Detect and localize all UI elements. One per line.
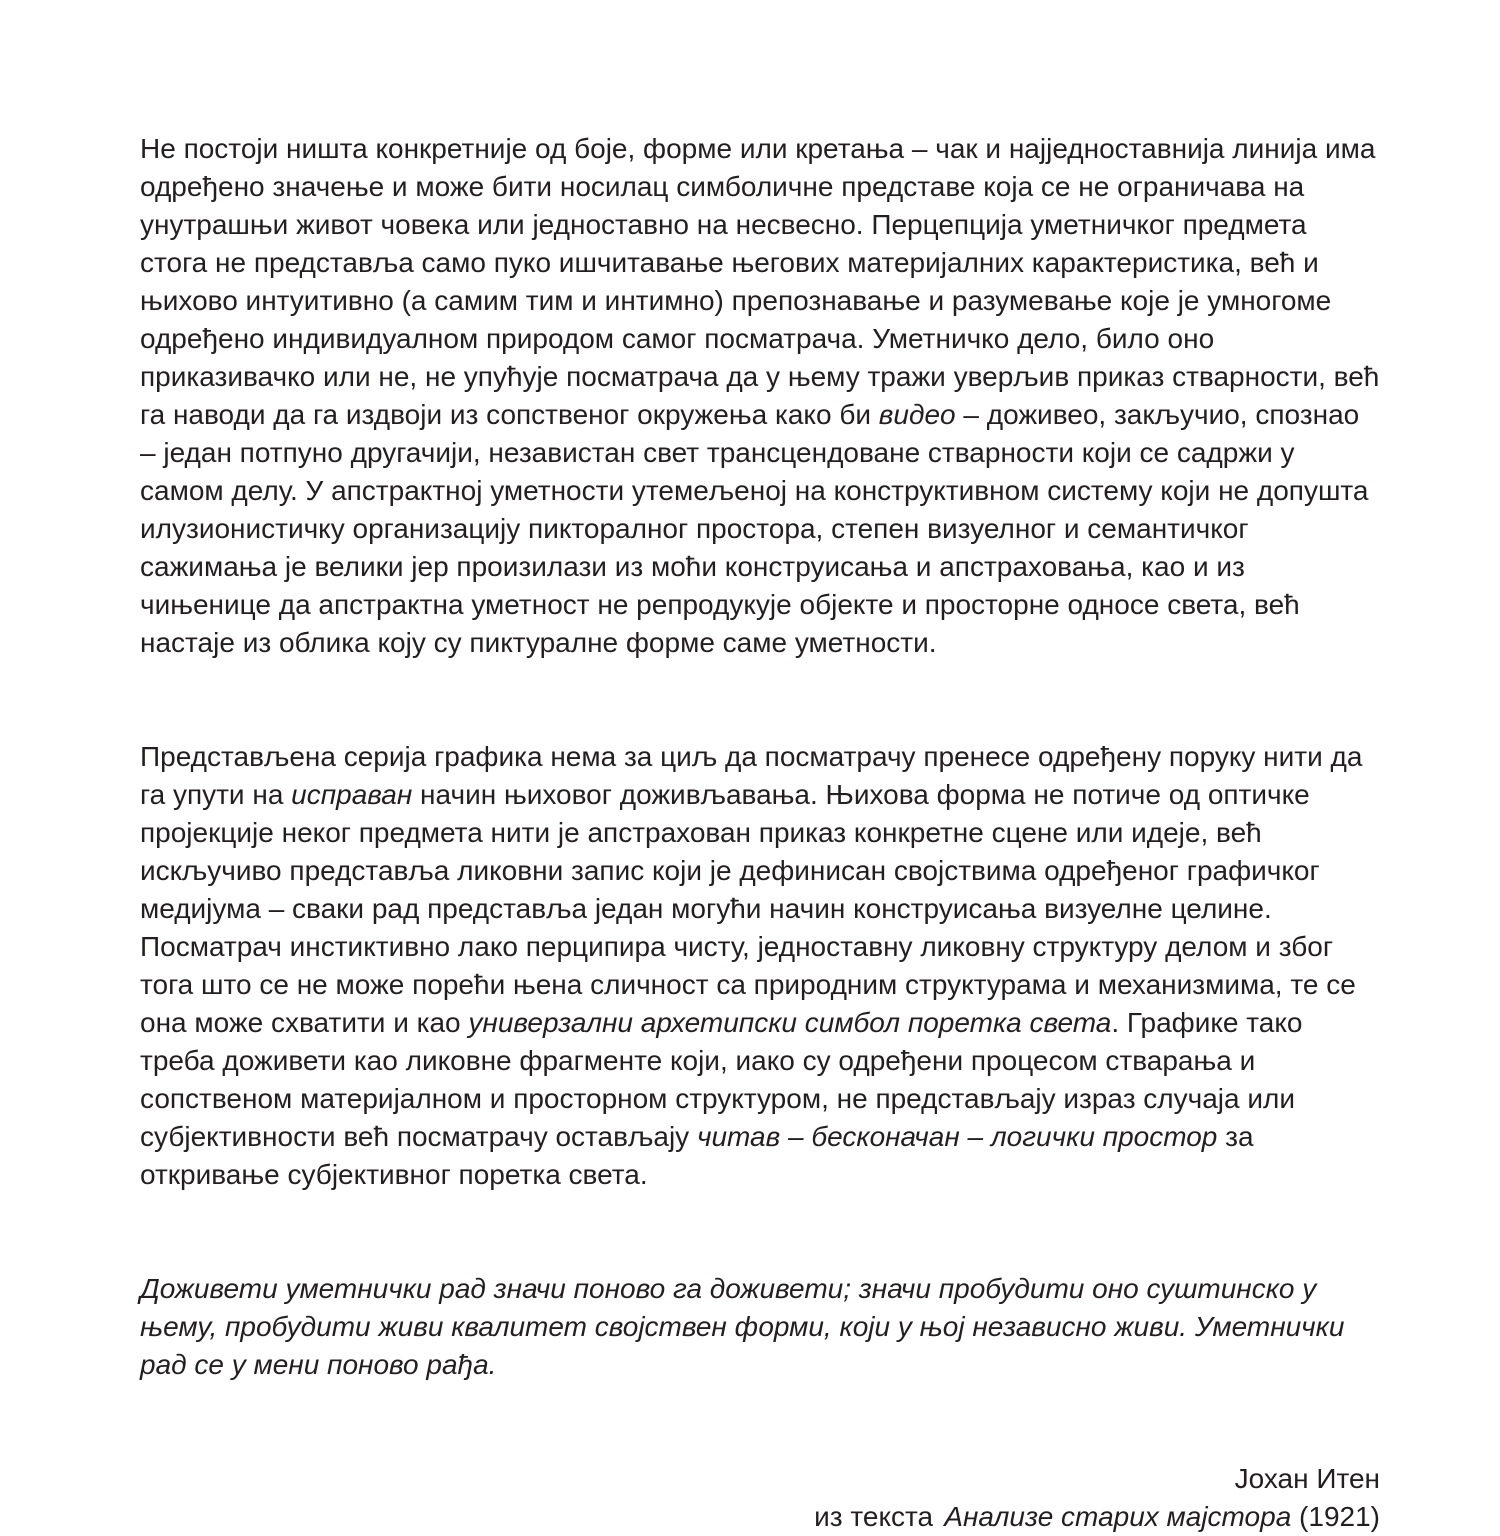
text-run: Не постоји ништа конкретније од боје, форме или кретања – чак и најједноставнија линија има одређено значење и може бити носилац симболичне представе која се не ограничава на унутрашњи живот човека или једноставно на несвесно. Перцепција уметничког предмета стога не представља само пуко ишчитавање његових материјалних карактеристика, већ и њихово интуитивно (а самим тим и интимно) препознавање и разумевање које је умногоме одређено индивидуалном природом самог посматрача. Уметничко дело, било оно приказивачко или не, не упућује посматрача да у њему тражи уверљив приказ стварности, већ га наводи да га издвоји из сопственог окружења како би — [140, 133, 1380, 430]
text-run-italic: исправан — [291, 779, 413, 810]
text-run: . Графике тако треба доживети као ликовне фрагменте који, иако су одређени процесом стварања и сопственом материјалном и просторном структуром, не представљају израз случаја или субјективности већ посматрачу остављају — [140, 1007, 1303, 1152]
text-run: начин њиховог доживљавања. Њихова форма не потиче од оптичке пројекције неког предмета нити је апстрахован приказ конкретне сцене или идеје, већ искључиво представља ликовни запис који је дефинисан својствима одређеног графичког медијума – сваки рад представља један могући начин конструисања визуелне целине. Посматрач инстиктивно лако перципира чисту, једноставну ликовну структуру делом и због тога што се не може порећи њена сличност са природним структурама и механизмима, те се она може схватити и као — [140, 779, 1356, 1038]
paragraph-series — [140, 738, 1380, 1194]
text-run: Представљена серија графика нема за циљ да посматрачу пренесе одређену поруку нити да га упути на — [140, 741, 1363, 810]
attribution-source-prefix: из текста — [814, 1501, 934, 1532]
attribution-author: Јохан Итен — [1234, 1463, 1380, 1494]
text-run: за откривање субјективног поретка света. — [140, 1121, 1254, 1190]
text-run-italic: Доживети уметнички рад значи поново га доживети; значи пробудити оно суштинско у њему, пробудити живи квалитет својствен форми, који у њој независно живи. Уметнички рад се у мени поново рађа. — [140, 1273, 1345, 1380]
essay-text-block — [140, 130, 1380, 1536]
paragraph-quote — [140, 1270, 1380, 1384]
text-run: – доживео, закључио, спознао – један потпуно другачији, независтан свет трансцендоване стварности који се садржи у самом делу. У апстрактној уметности утемељеној на конструктивном систему који не допушта илузионистичку организацију пикторалног простора, степен визуелног и семантичког сажимања је велики јер произилази из моћи конструисања и апстраховања, као и из чињенице да апстрактна уметност не репродукује објекте и просторне односе света, већ настаје из облика коју су пиктуралне форме саме уметности. — [140, 399, 1369, 658]
attribution-source — [140, 1498, 1380, 1536]
paragraph-perception — [140, 130, 1380, 662]
text-run-italic: видео — [878, 399, 956, 430]
attribution-source-year: (1921) — [1291, 1501, 1380, 1532]
text-run-italic: читав – бесконачан – логички простор — [696, 1121, 1218, 1152]
text-run-italic: универзални архетипски симбол поретка света — [468, 1007, 1112, 1038]
attribution — [140, 1460, 1380, 1536]
attribution-source-title: Анализе старих мајстора — [944, 1501, 1292, 1532]
